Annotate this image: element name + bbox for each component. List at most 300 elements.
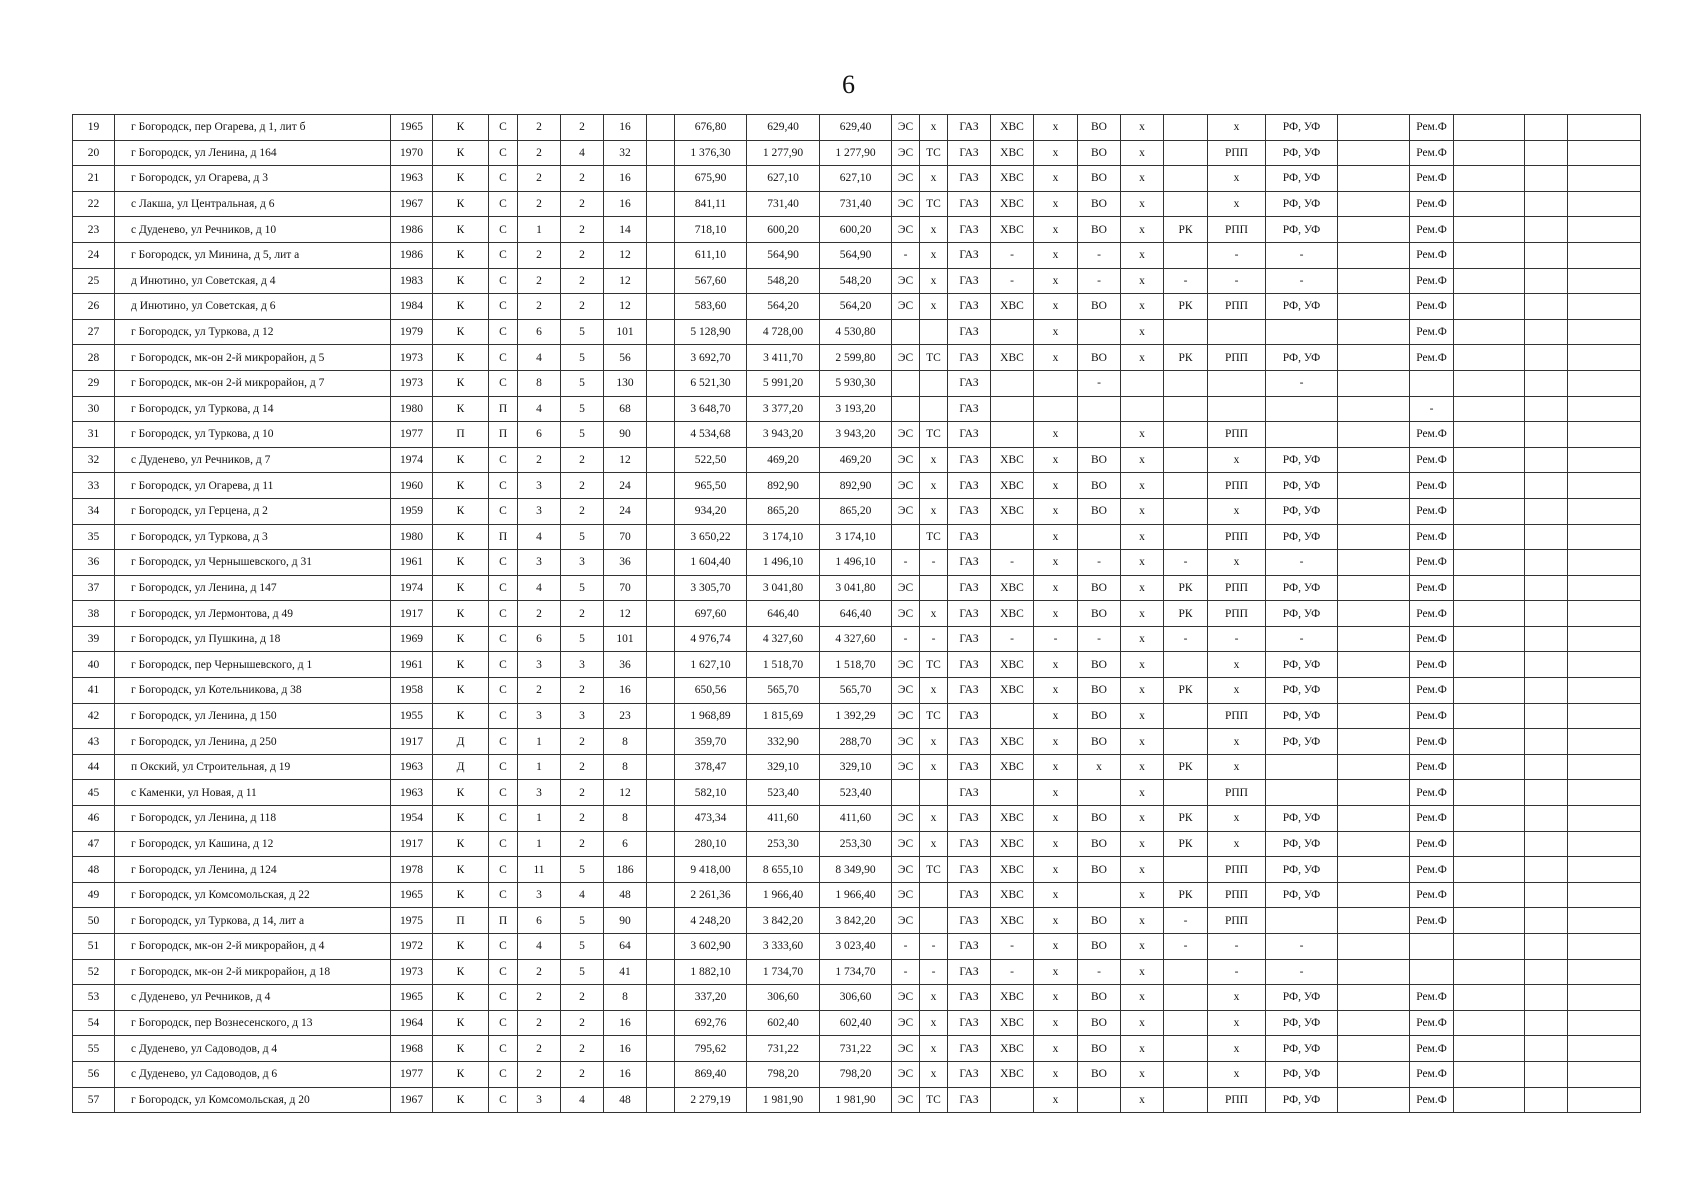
table-cell [1525, 294, 1568, 320]
table-cell: 1960 [391, 473, 433, 499]
table-cell: 5 991,20 [747, 370, 820, 396]
table-cell [1568, 857, 1641, 883]
table-cell: 253,30 [747, 831, 820, 857]
table-cell [1338, 294, 1410, 320]
table-cell: ЭС [892, 754, 920, 780]
table-cell: х [1121, 959, 1164, 985]
table-cell: РФ, УФ [1266, 703, 1338, 729]
table-cell: 675,90 [675, 166, 747, 192]
table-cell: 1 981,90 [820, 1087, 892, 1113]
address-cell: г Богородск, ул Кашина, д 12 [115, 831, 391, 857]
table-cell: - [892, 959, 920, 985]
table-cell: ВО [1078, 217, 1121, 243]
table-cell [1164, 319, 1208, 345]
table-cell [892, 780, 920, 806]
table-cell: - [1208, 626, 1266, 652]
address-cell: г Богородск, ул Туркова, д 14 [115, 396, 391, 422]
table-cell [1454, 370, 1525, 396]
table-cell [1338, 626, 1410, 652]
table-cell: П [489, 908, 518, 934]
table-cell: К [433, 166, 489, 192]
table-cell [1568, 703, 1641, 729]
table-cell: Рем.Ф [1410, 550, 1454, 576]
table-cell: х [1034, 959, 1078, 985]
table-cell [1266, 780, 1338, 806]
table-cell: ЭС [892, 678, 920, 704]
table-cell: РК [1164, 217, 1208, 243]
table-cell: х [920, 217, 948, 243]
table-cell: РФ, УФ [1266, 1087, 1338, 1113]
table-cell: К [433, 678, 489, 704]
table-cell: х [1208, 652, 1266, 678]
table-cell: ЭС [892, 1061, 920, 1087]
table-cell: РПП [1208, 857, 1266, 883]
table-cell: Рем.Ф [1410, 831, 1454, 857]
table-cell [1454, 115, 1525, 141]
table-cell: х [1121, 345, 1164, 371]
table-cell: х [1034, 754, 1078, 780]
table-cell: х [1121, 703, 1164, 729]
table-cell: 1 966,40 [747, 882, 820, 908]
table-cell: К [433, 447, 489, 473]
table-cell [1454, 882, 1525, 908]
table-cell: х [1034, 908, 1078, 934]
table-cell: 564,90 [820, 242, 892, 268]
row-number-cell: 43 [73, 729, 115, 755]
table-cell [1338, 678, 1410, 704]
table-cell [1568, 1061, 1641, 1087]
table-row [73, 729, 1641, 755]
table-cell [1454, 626, 1525, 652]
table-cell [1568, 985, 1641, 1011]
table-cell: 9 418,00 [675, 857, 747, 883]
table-cell [1410, 934, 1454, 960]
table-cell [1208, 370, 1266, 396]
table-cell [1164, 242, 1208, 268]
table-cell: К [433, 806, 489, 832]
table-cell: 5 [561, 319, 604, 345]
table-cell: 1 [518, 806, 561, 832]
table-cell: РФ, УФ [1266, 345, 1338, 371]
table-cell [1338, 217, 1410, 243]
table-cell: 90 [604, 908, 647, 934]
table-cell [1568, 780, 1641, 806]
table-cell: К [433, 473, 489, 499]
table-cell [1454, 319, 1525, 345]
row-number-cell: 31 [73, 422, 115, 448]
address-cell: г Богородск, ул Ленина, д 124 [115, 857, 391, 883]
table-cell [1454, 1061, 1525, 1087]
table-cell [1338, 575, 1410, 601]
table-cell: С [489, 550, 518, 576]
table-cell [647, 345, 675, 371]
table-cell: ГАЗ [948, 985, 991, 1011]
table-cell: ЭС [892, 1087, 920, 1113]
table-cell: 1 496,10 [820, 550, 892, 576]
table-cell: 1977 [391, 1061, 433, 1087]
table-cell: 41 [604, 959, 647, 985]
table-cell: ХВС [991, 601, 1034, 627]
table-cell: 56 [604, 345, 647, 371]
table-cell: 2 [518, 678, 561, 704]
table-cell [1338, 754, 1410, 780]
table-cell: 548,20 [747, 268, 820, 294]
table-cell: ХВС [991, 166, 1034, 192]
table-cell [647, 652, 675, 678]
table-cell: ТС [920, 345, 948, 371]
table-cell: Рем.Ф [1410, 985, 1454, 1011]
table-cell [1454, 908, 1525, 934]
table-cell: 1 734,70 [820, 959, 892, 985]
table-cell: С [489, 115, 518, 141]
table-cell: К [433, 498, 489, 524]
table-cell: ТС [920, 524, 948, 550]
table-cell: 1 277,90 [747, 140, 820, 166]
table-cell: х [1208, 447, 1266, 473]
table-cell [647, 294, 675, 320]
table-cell: 16 [604, 191, 647, 217]
row-number-cell: 28 [73, 345, 115, 371]
table-cell [1338, 959, 1410, 985]
table-cell: ХВС [991, 498, 1034, 524]
table-cell: ХВС [991, 447, 1034, 473]
table-cell: - [1078, 268, 1121, 294]
row-number-cell: 30 [73, 396, 115, 422]
table-cell: ЭС [892, 447, 920, 473]
table-cell [1525, 1036, 1568, 1062]
table-cell: 522,50 [675, 447, 747, 473]
table-cell: 3 692,70 [675, 345, 747, 371]
table-cell: ВО [1078, 1010, 1121, 1036]
address-cell: г Богородск, ул Чернышевского, д 31 [115, 550, 391, 576]
table-cell: х [1034, 1036, 1078, 1062]
table-cell [1454, 754, 1525, 780]
table-cell: 1978 [391, 857, 433, 883]
table-cell: 3 [518, 473, 561, 499]
table-cell: 24 [604, 498, 647, 524]
table-cell [1568, 959, 1641, 985]
table-cell [1568, 754, 1641, 780]
table-cell: ВО [1078, 575, 1121, 601]
table-cell: ЭС [892, 857, 920, 883]
table-cell: 1980 [391, 524, 433, 550]
table-cell: - [1164, 550, 1208, 576]
table-cell: 6 [518, 908, 561, 934]
table-cell: 1 [518, 831, 561, 857]
table-cell: х [1208, 550, 1266, 576]
table-row [73, 1087, 1641, 1113]
table-row [73, 370, 1641, 396]
table-cell: - [1266, 370, 1338, 396]
table-cell: РК [1164, 882, 1208, 908]
table-cell [1338, 550, 1410, 576]
table-row [73, 524, 1641, 550]
table-cell: 1974 [391, 575, 433, 601]
table-cell [1454, 550, 1525, 576]
table-cell [1568, 166, 1641, 192]
table-cell: 36 [604, 550, 647, 576]
table-cell [1525, 652, 1568, 678]
table-cell [1208, 396, 1266, 422]
table-cell [1454, 498, 1525, 524]
table-cell: Рем.Ф [1410, 780, 1454, 806]
table-cell: х [1208, 806, 1266, 832]
table-cell: х [1034, 1010, 1078, 1036]
table-cell: РФ, УФ [1266, 857, 1338, 883]
row-number-cell: 36 [73, 550, 115, 576]
table-cell: ХВС [991, 575, 1034, 601]
table-row [73, 754, 1641, 780]
table-cell: ГАЗ [948, 1087, 991, 1113]
row-number-cell: 50 [73, 908, 115, 934]
table-cell [647, 831, 675, 857]
table-cell [1525, 806, 1568, 832]
table-cell: х [1121, 729, 1164, 755]
table-cell: С [489, 857, 518, 883]
table-cell: 2 [561, 806, 604, 832]
table-cell: х [1034, 191, 1078, 217]
table-cell: ГАЗ [948, 140, 991, 166]
table-cell: П [489, 422, 518, 448]
table-cell: - [1078, 959, 1121, 985]
table-cell: К [433, 601, 489, 627]
table-cell: С [489, 626, 518, 652]
table-cell: ГАЗ [948, 601, 991, 627]
row-number-cell: 39 [73, 626, 115, 652]
address-cell: г Богородск, ул Туркова, д 12 [115, 319, 391, 345]
table-cell: - [1266, 268, 1338, 294]
table-cell: РФ, УФ [1266, 1010, 1338, 1036]
table-cell [1338, 1061, 1410, 1087]
table-cell: РПП [1208, 217, 1266, 243]
table-cell: х [1034, 882, 1078, 908]
table-cell: С [489, 831, 518, 857]
table-cell: ТС [920, 703, 948, 729]
table-cell: К [433, 1010, 489, 1036]
table-cell: ХВС [991, 1061, 1034, 1087]
table-cell: РПП [1208, 422, 1266, 448]
row-number-cell: 44 [73, 754, 115, 780]
table-cell: ЭС [892, 831, 920, 857]
table-cell: 600,20 [747, 217, 820, 243]
table-cell: РПП [1208, 703, 1266, 729]
table-cell [920, 908, 948, 934]
table-cell: х [1121, 1087, 1164, 1113]
table-cell [1164, 524, 1208, 550]
table-row [73, 831, 1641, 857]
table-cell: К [433, 550, 489, 576]
table-cell: ТС [920, 140, 948, 166]
table-cell: ГАЗ [948, 703, 991, 729]
table-cell: х [1208, 985, 1266, 1011]
table-cell: ГАЗ [948, 1010, 991, 1036]
table-cell: 2 [561, 780, 604, 806]
table-cell: ГАЗ [948, 191, 991, 217]
table-cell: - [1266, 934, 1338, 960]
table-cell [1568, 831, 1641, 857]
table-cell: х [1034, 524, 1078, 550]
table-cell: 3 [561, 652, 604, 678]
table-cell: Рем.Ф [1410, 242, 1454, 268]
table-cell: 2 [561, 115, 604, 141]
address-cell: с Дуденево, ул Речников, д 4 [115, 985, 391, 1011]
table-cell: х [1034, 242, 1078, 268]
table-cell: 1 518,70 [820, 652, 892, 678]
table-cell: х [920, 806, 948, 832]
table-cell: РФ, УФ [1266, 729, 1338, 755]
table-cell: К [433, 934, 489, 960]
table-cell [1338, 140, 1410, 166]
table-cell: х [1121, 447, 1164, 473]
table-cell [1164, 447, 1208, 473]
table-cell: х [1121, 294, 1164, 320]
table-cell: ЭС [892, 1010, 920, 1036]
table-cell: 16 [604, 115, 647, 141]
table-cell: 582,10 [675, 780, 747, 806]
table-cell: - [1410, 396, 1454, 422]
table-cell [1568, 934, 1641, 960]
table-cell [1164, 729, 1208, 755]
address-cell: д Инютино, ул Советская, д 4 [115, 268, 391, 294]
table-cell [1568, 882, 1641, 908]
table-cell [1454, 601, 1525, 627]
table-cell: 1 981,90 [747, 1087, 820, 1113]
table-cell [1454, 831, 1525, 857]
table-cell [647, 959, 675, 985]
table-cell: 2 [561, 473, 604, 499]
table-cell: 8 655,10 [747, 857, 820, 883]
table-cell: Рем.Ф [1410, 319, 1454, 345]
table-cell: 600,20 [820, 217, 892, 243]
table-cell: ЭС [892, 473, 920, 499]
table-cell: ЭС [892, 575, 920, 601]
table-cell: ГАЗ [948, 498, 991, 524]
table-cell [1568, 601, 1641, 627]
table-cell: ГАЗ [948, 908, 991, 934]
table-cell [1568, 115, 1641, 141]
table-cell: Рем.Ф [1410, 601, 1454, 627]
table-cell [991, 396, 1034, 422]
table-cell [1568, 473, 1641, 499]
table-cell: 288,70 [820, 729, 892, 755]
table-cell [1164, 780, 1208, 806]
table-cell: х [1121, 242, 1164, 268]
table-cell: 8 [604, 754, 647, 780]
table-cell: 1973 [391, 345, 433, 371]
table-cell [1338, 1036, 1410, 1062]
table-cell: 16 [604, 1010, 647, 1036]
table-cell: ГАЗ [948, 678, 991, 704]
table-cell [1525, 268, 1568, 294]
table-cell: 329,10 [820, 754, 892, 780]
table-cell: х [1121, 1061, 1164, 1087]
table-cell: х [1121, 806, 1164, 832]
table-cell: С [489, 1087, 518, 1113]
table-cell [1454, 985, 1525, 1011]
row-number-cell: 57 [73, 1087, 115, 1113]
table-cell: 4 [518, 934, 561, 960]
table-row [73, 550, 1641, 576]
table-cell: ХВС [991, 882, 1034, 908]
table-cell: ВО [1078, 191, 1121, 217]
table-cell: К [433, 857, 489, 883]
table-cell [1338, 780, 1410, 806]
table-cell: 567,60 [675, 268, 747, 294]
table-cell: 3 [561, 550, 604, 576]
table-cell [1525, 550, 1568, 576]
table-cell: 4 [518, 396, 561, 422]
table-cell [1454, 294, 1525, 320]
table-cell: РПП [1208, 601, 1266, 627]
table-cell [1338, 524, 1410, 550]
table-cell [647, 1036, 675, 1062]
table-cell [1568, 294, 1641, 320]
table-cell [1525, 217, 1568, 243]
table-cell: х [1034, 934, 1078, 960]
table-cell: ВО [1078, 934, 1121, 960]
table-cell: К [433, 882, 489, 908]
table-cell: - [1078, 370, 1121, 396]
table-cell [1454, 242, 1525, 268]
table-cell: х [1121, 319, 1164, 345]
table-cell [1454, 268, 1525, 294]
table-cell: 869,40 [675, 1061, 747, 1087]
table-cell [1525, 345, 1568, 371]
table-cell: РФ, УФ [1266, 831, 1338, 857]
table-cell: 3 [518, 550, 561, 576]
table-cell: - [991, 959, 1034, 985]
row-number-cell: 37 [73, 575, 115, 601]
address-cell: с Дуденево, ул Речников, д 10 [115, 217, 391, 243]
table-cell: К [433, 626, 489, 652]
table-cell: - [892, 242, 920, 268]
table-cell: ВО [1078, 473, 1121, 499]
table-cell: 2 [518, 140, 561, 166]
table-cell [647, 857, 675, 883]
table-cell: ВО [1078, 115, 1121, 141]
table-cell: 70 [604, 575, 647, 601]
table-cell [1164, 396, 1208, 422]
table-cell: 5 930,30 [820, 370, 892, 396]
table-cell: ЭС [892, 191, 920, 217]
table-cell: ЭС [892, 115, 920, 141]
address-cell: г Богородск, ул Туркова, д 14, лит а [115, 908, 391, 934]
table-row [73, 1061, 1641, 1087]
table-cell [1454, 703, 1525, 729]
table-row [73, 601, 1641, 627]
table-cell [1078, 524, 1121, 550]
table-cell: х [1034, 575, 1078, 601]
table-cell [1338, 1010, 1410, 1036]
table-cell [1338, 473, 1410, 499]
table-cell: ГАЗ [948, 370, 991, 396]
table-cell: Рем.Ф [1410, 754, 1454, 780]
table-cell [1338, 934, 1410, 960]
table-cell: 2 279,19 [675, 1087, 747, 1113]
table-cell: 1917 [391, 729, 433, 755]
table-cell [1454, 934, 1525, 960]
table-cell: С [489, 1036, 518, 1062]
table-cell: ГАЗ [948, 575, 991, 601]
table-cell: П [433, 908, 489, 934]
table-cell: ВО [1078, 345, 1121, 371]
table-cell: ГАЗ [948, 447, 991, 473]
table-cell: ВО [1078, 601, 1121, 627]
table-cell: ХВС [991, 806, 1034, 832]
table-cell [647, 908, 675, 934]
table-cell: 186 [604, 857, 647, 883]
table-cell [647, 729, 675, 755]
